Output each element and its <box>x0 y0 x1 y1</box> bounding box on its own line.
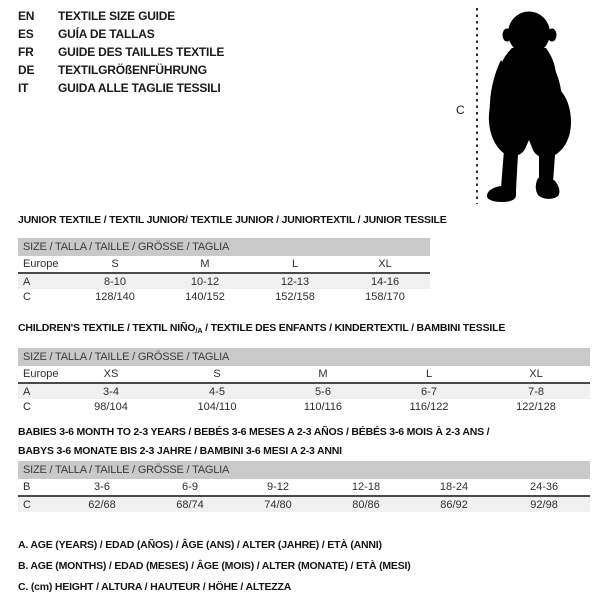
childrens-table-title <box>18 322 505 335</box>
cell: 86/92 <box>410 496 498 512</box>
lang-code: DE <box>18 63 35 77</box>
cell: 8-10 <box>70 273 160 289</box>
cell: 122/128 <box>516 401 556 413</box>
cell: 152/158 <box>275 291 315 303</box>
row-label: A <box>18 383 58 399</box>
legend-line-a: A. AGE (YEARS) / EDAD (AÑOS) / ÂGE (ANS) / ALTER (JAHRE) / ETÀ (ANNI) <box>18 539 382 551</box>
table-row <box>18 496 590 512</box>
size-header-bar: SIZE / TALLA / TAILLE / GRÖSSE / TAGLIA <box>18 348 590 366</box>
cell: 7-8 <box>482 383 590 399</box>
cell: 18-24 <box>410 479 498 496</box>
cell: 5-6 <box>270 383 376 399</box>
lang-code: ES <box>18 27 34 41</box>
cell: 74/80 <box>234 496 322 512</box>
baby-height-figure <box>450 0 600 215</box>
babies-title-line2: BABYS 3-6 MONATE BIS 2-3 JAHRE / BAMBINI 3-6 MESI A 2-3 ANNI <box>18 445 342 457</box>
lang-code: IT <box>18 81 29 95</box>
cell: 104/110 <box>197 401 237 413</box>
cell: 6-7 <box>376 383 482 399</box>
cell: 3-6 <box>58 479 146 496</box>
junior-size-table <box>18 238 430 305</box>
measure-legend <box>18 539 411 600</box>
junior-table-title: JUNIOR TEXTILE / TEXTIL JUNIOR/ TEXTILE JUNIOR / JUNIORTEXTIL / JUNIOR TESSILE <box>18 214 447 226</box>
cell: 80/86 <box>322 496 410 512</box>
cell: 92/98 <box>498 496 590 512</box>
height-measure-label: C <box>456 103 465 117</box>
lang-row-it <box>18 81 224 99</box>
height-dotted-line <box>476 8 478 204</box>
cell: S <box>70 256 160 273</box>
title-text: CHILDREN'S TEXTILE / TEXTIL NIÑO <box>18 322 196 334</box>
lang-row-en <box>18 9 224 27</box>
cell: S <box>164 366 270 383</box>
cell: 98/104 <box>94 401 128 413</box>
cell: 68/74 <box>146 496 234 512</box>
cell: 6-9 <box>146 479 234 496</box>
cell: 128/140 <box>95 291 135 303</box>
babies-size-table <box>18 461 590 512</box>
childrens-size-table <box>18 348 590 415</box>
cell: 158/170 <box>365 291 405 303</box>
table-row <box>18 256 430 273</box>
table-row <box>18 289 430 305</box>
cell: 9-12 <box>234 479 322 496</box>
row-label: A <box>18 273 70 289</box>
cell: 110/116 <box>303 401 343 413</box>
cell: 4-5 <box>164 383 270 399</box>
cell: XS <box>58 366 164 383</box>
babies-table-title <box>18 423 489 461</box>
table-row <box>18 273 430 289</box>
cell: M <box>270 366 376 383</box>
size-header-bar: SIZE / TALLA / TAILLE / GRÖSSE / TAGLIA <box>18 238 430 256</box>
babies-title-line1: BABIES 3-6 MONTH TO 2-3 YEARS / BEBÉS 3-6 MESES A 2-3 AÑOS / BÉBÉS 3-6 MOIS À 2-3 ANS / <box>18 426 490 438</box>
table-row <box>18 366 590 383</box>
cell: XL <box>340 256 430 273</box>
size-header-bar: SIZE / TALLA / TAILLE / GRÖSSE / TAGLIA <box>18 461 590 479</box>
cell: 140/152 <box>185 291 225 303</box>
table-row <box>18 383 590 399</box>
baby-silhouette-icon <box>486 2 578 204</box>
language-title-list <box>18 9 224 99</box>
cell: 24-36 <box>498 479 590 496</box>
lang-label: GUIDA ALLE TAGLIE TESSILI <box>58 81 221 95</box>
lang-row-fr <box>18 45 224 63</box>
row-label: B <box>18 479 58 496</box>
lang-row-es <box>18 27 224 45</box>
cell: 10-12 <box>160 273 250 289</box>
cell: L <box>376 366 482 383</box>
title-text: / TEXTILE DES ENFANTS / KINDERTEXTIL / BAMBINI TESSILE <box>202 322 506 334</box>
title-subscript: /A <box>195 326 203 335</box>
cell: 116/122 <box>409 401 449 413</box>
cell: XL <box>482 366 590 383</box>
cell: 12-13 <box>250 273 340 289</box>
cell: 3-4 <box>58 383 164 399</box>
row-label: C <box>18 496 58 512</box>
lang-row-de <box>18 63 224 81</box>
cell: M <box>160 256 250 273</box>
cell: L <box>250 256 340 273</box>
table-row <box>18 399 590 415</box>
legend-line-b: B. AGE (MONTHS) / EDAD (MESES) / ÂGE (MOIS) / ALTER (MONATE) / ETÀ (MESI) <box>18 560 411 572</box>
row-label: Europe <box>18 256 70 273</box>
table-row <box>18 479 590 496</box>
legend-line-c: C. (cm) HEIGHT / ALTURA / HAUTEUR / HÖHE / ALTEZZA <box>18 581 292 593</box>
cell: 12-18 <box>322 479 410 496</box>
lang-code: FR <box>18 45 34 59</box>
row-label: Europe <box>18 366 58 383</box>
lang-label: TEXTILE SIZE GUIDE <box>58 9 176 23</box>
lang-code: EN <box>18 9 35 23</box>
lang-label: TEXTILGRÖßENFÜHRUNG <box>58 63 207 77</box>
row-label: C <box>23 401 31 413</box>
lang-label: GUIDE DES TAILLES TEXTILE <box>58 45 225 59</box>
lang-label: GUÍA DE TALLAS <box>58 27 155 41</box>
row-label: C <box>23 291 31 303</box>
cell: 14-16 <box>340 273 430 289</box>
cell: 62/68 <box>58 496 146 512</box>
